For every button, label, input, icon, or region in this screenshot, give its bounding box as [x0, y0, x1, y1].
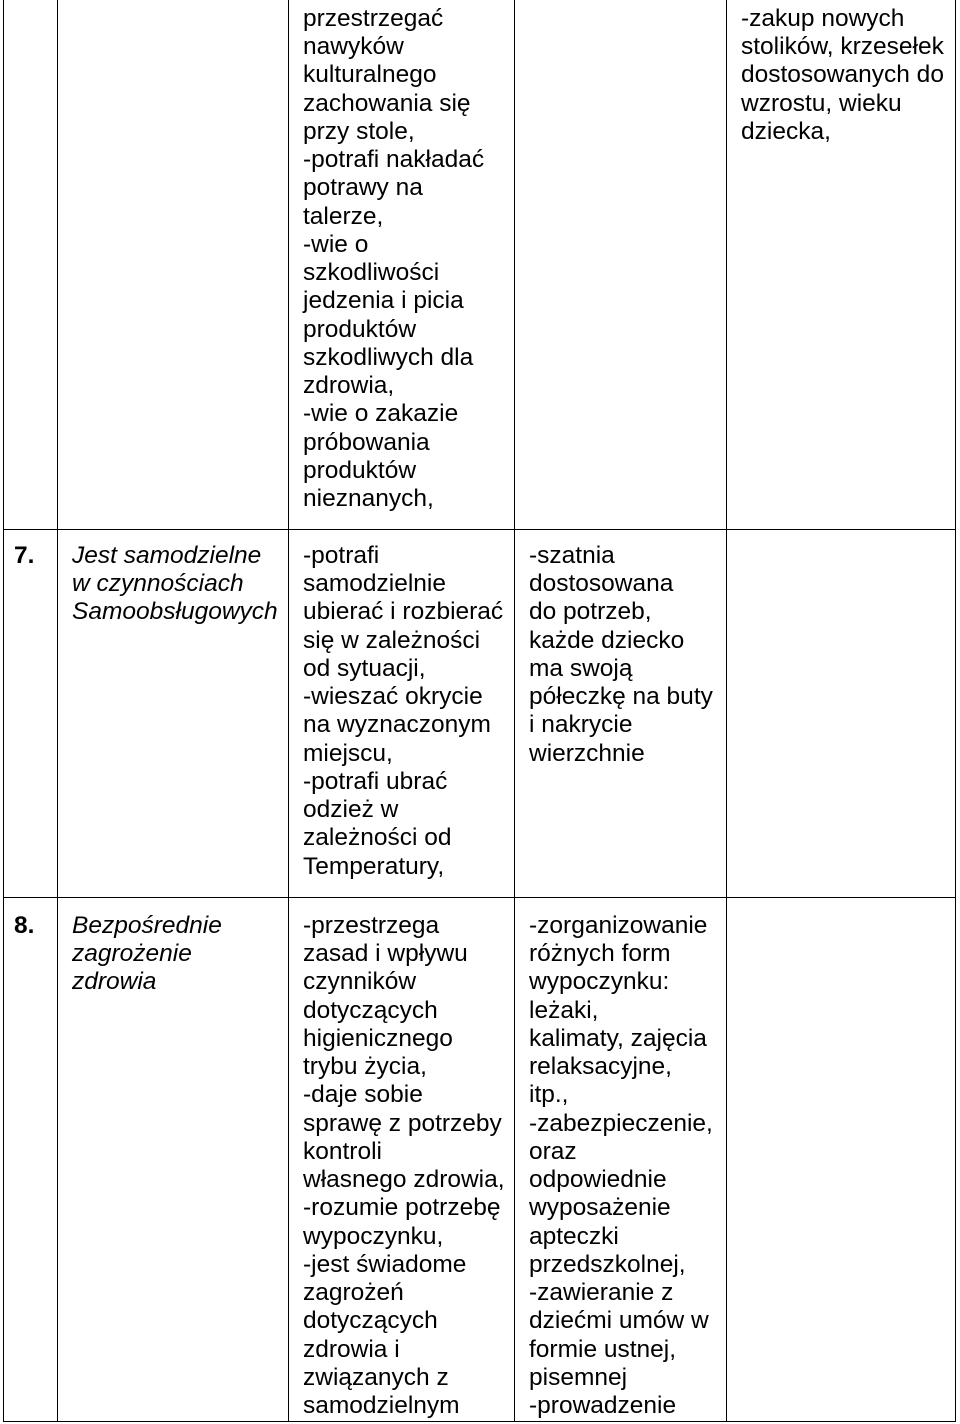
text-line: na wyznaczonym: [303, 711, 491, 739]
skills-cell: [288, 898, 514, 1421]
text-line: miejscu,: [303, 739, 393, 767]
text-line: Temperatury,: [303, 852, 445, 880]
text-line: -wie o zakazie: [303, 400, 459, 428]
text-line: przedszkolnej,: [529, 1250, 686, 1278]
text-line: w czynnościach: [72, 570, 244, 598]
conditions-cell: [514, 898, 726, 1421]
table-row: [3, 530, 956, 898]
row-number-cell: [3, 0, 57, 529]
text-line: zagrożeń: [303, 1279, 404, 1307]
text-line: próbowania: [303, 428, 430, 456]
text-line: -zawieranie z: [529, 1279, 674, 1307]
text-line: higienicznego: [303, 1024, 453, 1052]
text-line: 8.: [14, 912, 35, 939]
text-line: -zabezpieczenie,: [529, 1109, 713, 1137]
text-line: 7.: [14, 542, 35, 569]
text-line: nawyków: [303, 33, 404, 61]
text-line: przy stole,: [303, 117, 415, 145]
text-line: zdrowia,: [303, 372, 395, 400]
text-line: zasad i wpływu: [303, 940, 468, 968]
text-line: odpowiednie: [529, 1166, 667, 1194]
text-line: oraz: [529, 1137, 577, 1165]
text-line: relaksacyjne,: [529, 1053, 672, 1081]
text-line: -jest świadome: [303, 1250, 467, 1278]
conditions-cell: [514, 0, 726, 529]
text-line: ubierać i rozbierać: [303, 598, 504, 626]
text-line: potrawy na: [303, 174, 423, 202]
table-row: [3, 898, 956, 1422]
text-line: dziecka,: [741, 117, 831, 145]
text-line: kontroli: [303, 1137, 382, 1165]
skills-cell: [288, 530, 514, 897]
text-line: kalimaty, zajęcia: [529, 1024, 707, 1052]
text-line: samodzielnym: [303, 1391, 460, 1419]
provisions-cell: [726, 530, 956, 897]
text-line: formie ustnej,: [529, 1335, 677, 1363]
text-line: różnych form: [529, 940, 671, 968]
text-line: ma swoją: [529, 654, 633, 682]
provisions-cell: [726, 0, 956, 529]
topic-cell: [57, 530, 288, 897]
conditions-cell: [514, 530, 726, 897]
text-line: produktów: [303, 315, 417, 343]
row-number-cell: [3, 898, 57, 1421]
text-line: Samoobsługowych: [72, 598, 278, 626]
text-line: trybu życia,: [303, 1053, 427, 1081]
text-line: dziećmi umów w: [529, 1307, 709, 1335]
text-line: wzrostu, wieku: [741, 89, 902, 117]
topic-cell: [57, 898, 288, 1421]
text-line: kulturalnego: [303, 61, 437, 89]
text-line: -szatnia: [529, 542, 615, 569]
text-line: od sytuacji,: [303, 654, 426, 682]
text-line: jedzenia i picia: [303, 287, 464, 315]
provisions-cell: [726, 898, 956, 1421]
text-line: -zorganizowanie: [529, 912, 708, 939]
text-line: -potrafi ubrać: [303, 767, 448, 795]
text-line: itp.,: [529, 1081, 569, 1109]
text-line: związanych z: [303, 1363, 449, 1391]
text-line: wypoczynku:: [529, 968, 670, 996]
text-line: nieznanych,: [303, 484, 434, 512]
text-line: talerze,: [303, 202, 384, 230]
table-row: [3, 0, 956, 530]
text-line: półeczkę na buty: [529, 683, 713, 711]
text-line: -daje sobie: [303, 1081, 423, 1109]
text-line: apteczki: [529, 1222, 619, 1250]
text-line: zagrożenie: [72, 940, 192, 968]
text-line: -wie o: [303, 230, 369, 258]
text-line: szkodliwych dla: [303, 343, 474, 371]
text-line: dostosowana: [529, 570, 674, 598]
text-line: odzież w: [303, 796, 399, 824]
text-line: czynników: [303, 968, 417, 996]
row-number-cell: [3, 530, 57, 897]
text-line: Jest samodzielne: [72, 542, 262, 569]
text-line: -potrafi: [303, 542, 380, 569]
text-line: -przestrzega: [303, 912, 440, 939]
text-line: własnego zdrowia,: [303, 1166, 505, 1194]
text-line: Bezpośrednie: [72, 912, 222, 939]
text-line: dotyczących: [303, 996, 438, 1024]
text-line: zachowania się: [303, 89, 471, 117]
skills-cell: [288, 0, 514, 529]
text-line: dotyczących: [303, 1307, 438, 1335]
text-line: zdrowia i: [303, 1335, 400, 1363]
text-line: szkodliwości: [303, 259, 440, 287]
text-line: do potrzeb,: [529, 598, 652, 626]
text-line: sprawę z potrzeby: [303, 1109, 502, 1137]
text-line: leżaki,: [529, 996, 599, 1024]
text-line: każde dziecko: [529, 626, 685, 654]
text-line: wypoczynku,: [303, 1222, 444, 1250]
text-line: produktów: [303, 456, 417, 484]
text-line: -prowadzenie: [529, 1391, 677, 1419]
text-line: -rozumie potrzebę: [303, 1194, 501, 1222]
topic-cell: [57, 0, 288, 529]
text-line: -zakup nowych: [741, 5, 905, 32]
text-line: przestrzegać: [303, 5, 444, 32]
text-line: samodzielnie: [303, 570, 446, 598]
text-line: -potrafi nakładać: [303, 146, 485, 174]
text-line: i nakrycie: [529, 711, 633, 739]
text-line: -wieszać okrycie: [303, 683, 483, 711]
text-line: zdrowia: [72, 968, 157, 996]
text-line: się w zależności: [303, 626, 481, 654]
text-line: stolików, krzesełek: [741, 33, 944, 61]
text-line: zależności od: [303, 824, 452, 852]
text-line: wyposażenie: [529, 1194, 671, 1222]
text-line: wierzchnie: [529, 739, 645, 767]
text-line: pisemnej: [529, 1363, 628, 1391]
text-line: dostosowanych do: [741, 61, 944, 89]
